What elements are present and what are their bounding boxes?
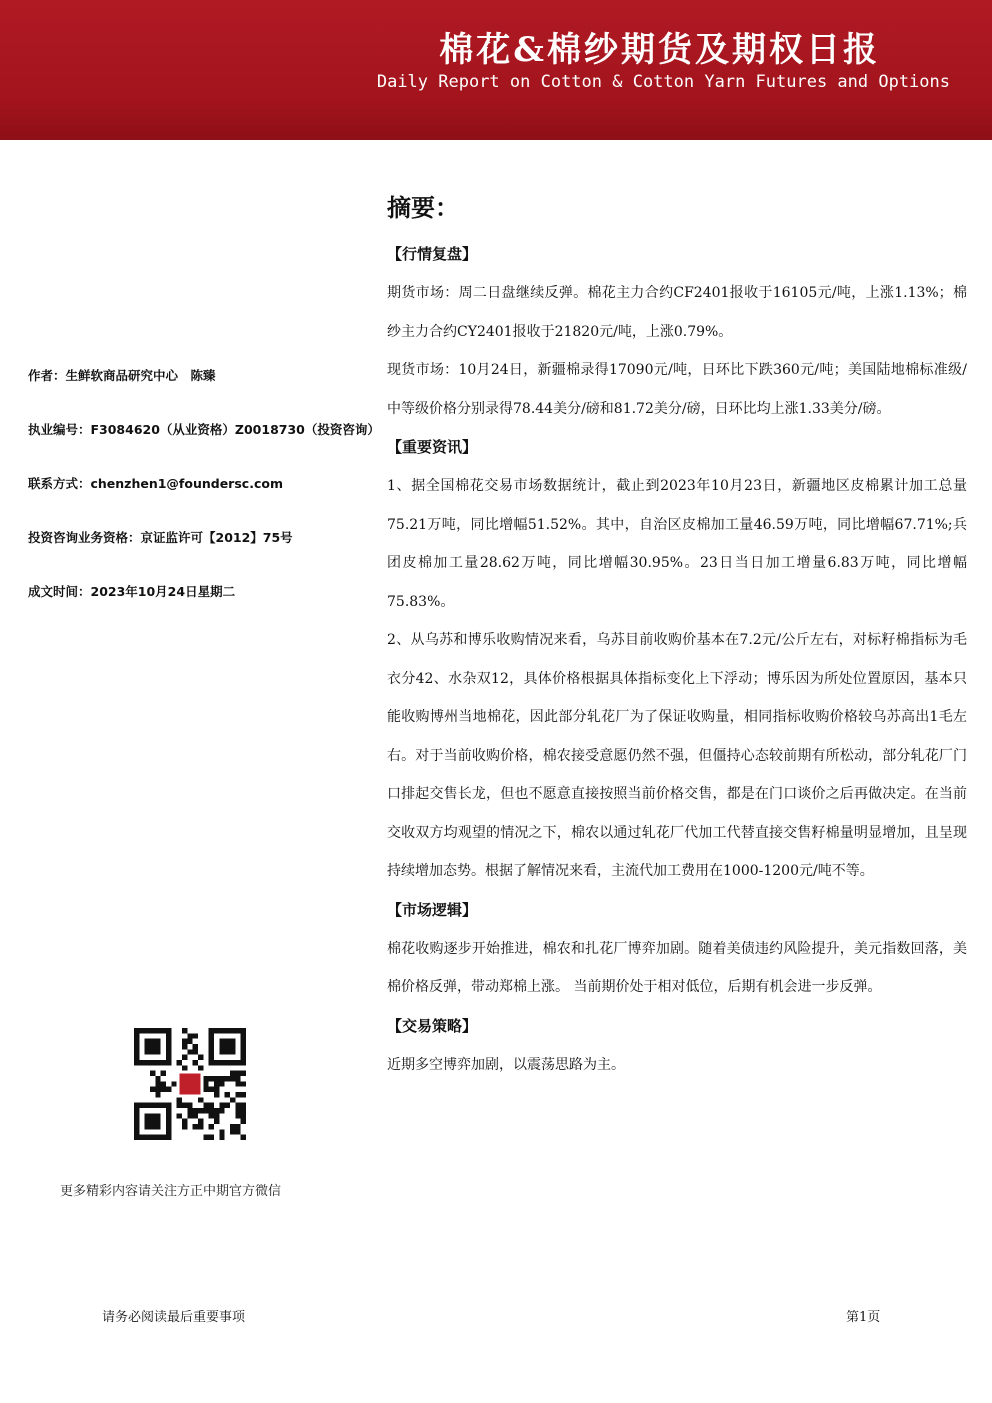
- paragraph: 期货市场：周二日盘继续反弹。棉花主力合约CF2401报收于16105元/吨，上涨1.13%；棉纱主力合约CY2401报收于21820元/吨，上涨0.79%。: [387, 285, 967, 340]
- section-heading: 【行情复盘】: [387, 245, 478, 263]
- report-subtitle: Daily Report on Cotton & Cotton Yarn Futures and Options: [376, 72, 950, 92]
- summary-title: 摘要：: [387, 193, 459, 222]
- section-heading: 【市场逻辑】: [387, 900, 478, 919]
- publish-date: 成文时间：2023年10月24日星期二: [28, 584, 236, 599]
- report-title: 棉花&棉纱期货及期权日报: [439, 30, 880, 70]
- license-number: 执业编号：F3084620（从业资格）Z0018730（投资咨询）: [28, 422, 380, 437]
- paragraph: 棉花收购逐步开始推进，棉农和扎花厂博弈加剧。随着美债违约风险提升，美元指数回落，美棉价格反弹，带动郑棉上涨。 当前期价处于相对低位，后期有机会进一步反弹。: [387, 940, 967, 995]
- paragraph: 现货市场：10月24日，新疆棉录得17090元/吨，日环比下跌360元/吨；美国陆地棉标准级/中等级价格分别录得78.44美分/磅和81.72美分/磅，日环比均上涨1.33美分/磅。: [387, 362, 967, 417]
- section-heading: 【交易策略】: [387, 1016, 478, 1035]
- author-info: [28, 366, 380, 636]
- page-number: 第1页: [846, 1310, 881, 1325]
- author: 作者：生鲜软商品研究中心 陈臻: [28, 368, 216, 383]
- section-heading: 【重要资讯】: [387, 438, 478, 456]
- contact-email: 联系方式：chenzhen1@foundersc.com: [28, 476, 283, 491]
- paragraph: 2、从乌苏和博乐收购情况来看，乌苏目前收购价基本在7.2元/公斤左右，对标籽棉指标为毛衣分42、水杂双12，具体价格根据具体指标变化上下浮动；博乐因为所处位置原因，基本只能收购博州当地棉花，因此部分轧花厂为了保证收购量，相同指标收购价格较乌苏高出1毛左右。对于当前收购价格，棉农接受意愿仍然不强，但僵持心态较前期有所松动，部分轧花厂门口排起交售长龙，但也不愿意直接按照当前价格交售，都是在门口谈价之后再做决定。在当前交收双方均观望的情况之下，棉农以通过轧花厂代加工代替直接交售籽棉量明显增加，且呈现持续增加态势。根据了解情况来看，主流代加工费用在1000-1200元/吨不等。: [387, 632, 967, 879]
- header-banner: [0, 0, 992, 140]
- paragraph: 1、据全国棉花交易市场数据统计，截止到2023年10月23日，新疆地区皮棉累计加工总量75.21万吨，同比增幅51.52%。其中，自治区皮棉加工量46.59万吨，同比增幅67.71%;兵团皮棉加工量28.62万吨，同比增幅30.95%。23日当日加工增量6.83万吨，同比增幅75.83%。: [387, 478, 967, 610]
- wechat-qr-code: [134, 1028, 246, 1140]
- qr-caption: 更多精彩内容请关注方正中期官方微信: [60, 1184, 282, 1199]
- paragraph: 近期多空博弈加剧，以震荡思路为主。: [387, 1056, 625, 1073]
- main-content: [387, 188, 967, 1084]
- footer-disclaimer: 请务必阅读最后重要事项: [102, 1310, 246, 1325]
- qualification: 投资咨询业务资格：京证监许可【2012】75号: [28, 530, 293, 545]
